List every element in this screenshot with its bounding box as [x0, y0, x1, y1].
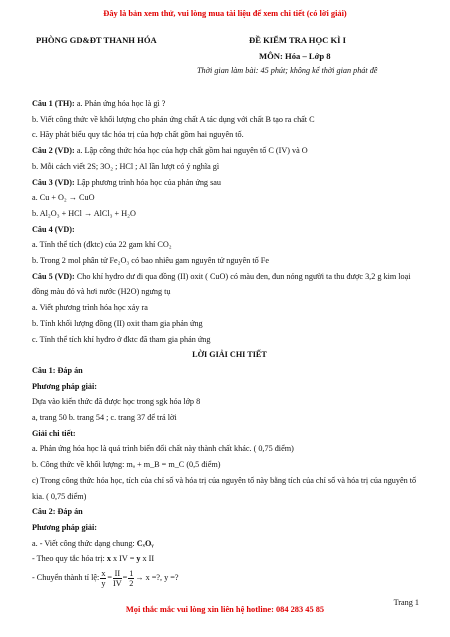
fraction-ii-iv: $\frac{II}{IV}$ — [113, 568, 122, 588]
question-3-title: Câu 3 (VD): Lập phương trình hóa học của phản ứng sau — [32, 177, 221, 187]
department-name: PHÒNG GD&ĐT THANH HÓA — [36, 35, 157, 45]
question-5-c: c. Tính thể tích khí hyđro ở đktc đã tham gia phản ứng — [32, 334, 211, 344]
answer-1-b: b. Công thức về khối lượng: mₐ + m_B = m_C (0,5 điểm) — [32, 460, 221, 470]
answer-2-step-1: a. - Viết công thức dạng chung: CₓOᵧ — [32, 538, 154, 548]
answer-1-method-2: a, trang 50 b. trang 54 ; c. trang 37 để trả lời — [32, 413, 177, 423]
question-1-a: Câu 1 (TH): a. Phản ứng hóa học là gì ? — [32, 99, 166, 108]
document-body — [32, 96, 427, 589]
method-label-2: Phương pháp giải: — [32, 522, 97, 532]
answer-1-method-1: Dựa vào kiến thức đã được học trong sgk hóa lớp 8 — [32, 397, 201, 407]
preview-banner: Đây là bản xem thử, vui lòng mua tài liệu để xem chi tiết (có lời giải) — [103, 9, 347, 18]
question-2-b: b. Mỗi cách viết 2S; 3O₂ ; HCl ; Al lần lượt có ý nghĩa gì — [32, 161, 220, 171]
question-5-b: b. Tính khối lượng đồng (II) oxit tham gia phản ứng — [32, 318, 203, 328]
question-2-a: Câu 2 (VD): a. Lập công thức hóa học của hợp chất gồm hai nguyên tố C (IV) và O — [32, 146, 308, 156]
answer-1-c: c) Trong công thức hóa học, tích của chỉ số và hóa trị của nguyên tố này bằng tích của chỉ số và hóa trị của nguyên tố kia. ( 0,75 điểm) — [32, 475, 417, 501]
answer-2-label: Câu 2: Đáp án — [32, 507, 83, 517]
method-label: Phương pháp giải: — [32, 381, 97, 391]
answer-1-a: a. Phản ứng hóa học là quá trình biến đổi chất này thành chất khác. ( 0,75 điểm) — [32, 444, 294, 454]
question-5-a: a. Viết phương trình hóa học xảy ra — [32, 303, 148, 313]
question-4-label: Câu 4 (VD): — [32, 224, 75, 234]
time-note: Thời gian làm bài: 45 phút; không kể thời gian phát đề — [197, 66, 378, 75]
question-1-b: b. Viết công thức về khối lượng cho phản ứng chất A tác dụng với chất B tạo ra chất C — [32, 114, 315, 124]
question-4-a: a. Tính thể tích (đktc) của 22 gam khí CO₂ — [32, 240, 172, 250]
answer-2-ratio: - Chuyển thành tỉ lệ: $\frac{x}{y}$ = $\frac{II}{IV}$ = $\frac{1}{2}$ → x =?, y =? — [32, 568, 179, 588]
fraction-x-y: $\frac{x}{y}$ — [101, 568, 106, 588]
question-3-a: a. Cu + O₂ → CuO — [32, 193, 95, 203]
solution-title: LỜI GIẢI CHI TIẾT — [192, 350, 267, 360]
detail-label: Giải chi tiết: — [32, 428, 76, 438]
answer-2-step-2: - Theo quy tắc hóa trị: x x IV = y x II — [32, 554, 155, 564]
page-number: Trang 1 — [393, 598, 419, 607]
hotline-banner: Mọi thắc mắc vui lòng xin liên hệ hotline: 084 283 45 85 — [125, 605, 325, 614]
fraction-1-2: $\frac{1}{2}$ — [129, 568, 134, 588]
answer-1-label: Câu 1: Đáp án — [32, 365, 83, 375]
question-1-c: c. Hãy phát biểu quy tắc hóa trị của hợp chất gồm hai nguyên tố. — [32, 130, 244, 140]
exam-title: ĐỀ KIỂM TRA HỌC KÌ I — [249, 35, 347, 45]
question-4-b: b. Trong 2 mol phân tử Fe₂O₃ có bao nhiêu gam nguyên tử nguyên tố Fe — [32, 256, 269, 266]
question-3-b: b. Al₂O₃ + HCl → AlCl₃ + H₂O — [32, 208, 136, 218]
question-5-text: Câu 5 (VD): Cho khí hyđro dư đi qua đồng (II) oxit ( CuO) có màu đen, đun nóng người ta thu được 3,2 g kim loại đồng màu đỏ và hơi nước (H2O) ngưng tụ — [32, 271, 411, 297]
subject-label: MÔN: Hóa – Lớp 8 — [259, 51, 331, 61]
